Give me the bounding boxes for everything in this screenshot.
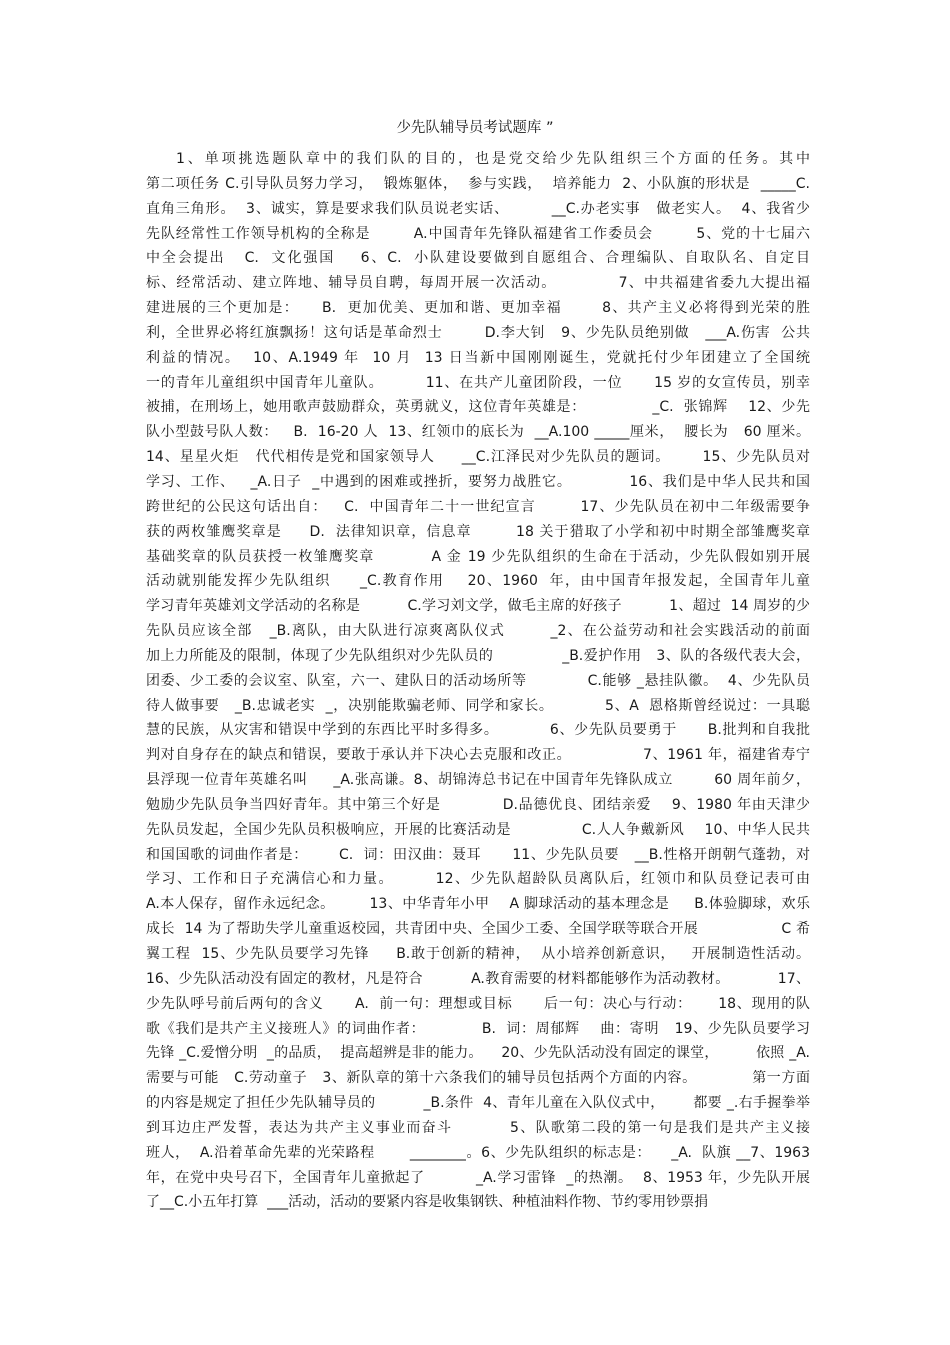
text-line: 县浮现一位青年英雄名叫 _A.张高谦。8、胡锦涛总书记在中国青年先锋队成立 60 周年前夕， xyxy=(146,772,810,789)
text-line: 班人， A.沿着革命先辈的光荣路程 ________。6、少先队组织的标志是： _A. 队旗 __7、1963 xyxy=(146,1144,810,1161)
text-line: 14、星星火炬 代代相传是党和国家领导人 __C.江泽民对少先队员的题词。 15、少先队员对 xyxy=(146,449,810,466)
text-line: 歌《我们是共产主义接班人》的词曲作者： B. 词：周郁辉 曲：寄明 19、少先队员要学习 xyxy=(146,1020,810,1037)
text-line: 队小型鼓号队人数： B. 16-20 人 13、红领巾的底长为 __A.100 _____厘米， 腰长为 60 厘米。 xyxy=(146,424,810,441)
text-line: 年，在党中央号召下，全国青年儿童掀起了 _A.学习雷锋 _的热潮。 8、1953 年，少先队开展 xyxy=(146,1169,810,1186)
text-line: 跨世纪的公民这句话出自： C. 中国青年二十一世纪宣言 17、少先队员在初中二年级需要争 xyxy=(146,498,810,515)
text-line: 建进展的三个更加是： B. 更加优美、更加和谐、更加幸福 8、共产主义必将得到光荣的胜 xyxy=(146,300,810,317)
text-line: 需要与可能 C.劳动童子 3、新队章的第十六条我们的辅导员包括两个方面的内容。 第一方面 xyxy=(146,1070,810,1087)
text-line: 少先队呼号前后两句的含义 A. 前一句：理想或目标 后一句：决心与行动： 18、现用的队 xyxy=(146,995,810,1012)
text-line: 学习、工作和日子充满信心和力量。 12、少先队超龄队员离队后，红领巾和队员登记表可由 xyxy=(146,871,810,888)
text-line: 先队员应该全部 _B.离队，由大队进行凉爽离队仪式 _2、在公益劳动和社会实践活动的前面 xyxy=(146,623,810,640)
text-line: 第二项任务 C.引导队员努力学习， 锻炼躯体， 参与实践， 培养能力 2、小队旗的形状是 _____C. xyxy=(146,175,810,192)
text-line: 1、单项挑选题队章中的我们队的目的，也是党交给少先队组织三个方面的任务。其中 xyxy=(176,151,810,167)
text-line: 先队员发起，全国少先队员积极响应，开展的比赛活动是 C.人人争戴新风 10、中华人民共 xyxy=(146,821,810,838)
text-line: 和国国歌的词曲作者是： C. 词：田汉曲：聂耳 11、少先队员要 __B.性格开朗朝气蓬勃，对 xyxy=(146,846,810,863)
text-line: 加上力所能及的限制，体现了少先队组织对少先队员的 _B.爱护作用 3、队的各级代表大会， xyxy=(146,647,810,664)
text-line: 获的两枚雏鹰奖章是 D. 法律知识章，信息章 18 关于猎取了小学和初中时期全部雏鹰奖章 xyxy=(146,523,810,540)
text-line: 标、经常活动、建立阵地、辅导员自聘，每周开展一次活动。 7、中共福建省委九大提出福 xyxy=(146,275,810,292)
text-line: 到耳边庄严发誓，表达为共产主义事业而奋斗 5、队歌第二段的第一句是我们是共产主义接 xyxy=(146,1119,810,1136)
text-line: 的内容是规定了担任少先队辅导员的 _B.条件 4、青年儿童在入队仪式中， 都要 _.右手握拳举 xyxy=(146,1095,810,1112)
text-line: 判对自身存在的缺点和错误，要敢于承认并下决心去克服和改正。 7、1961 年，福建省寿宁 xyxy=(146,747,810,764)
text-line: 被捕，在刑场上，她用歌声鼓励群众，英勇就义，这位青年英雄是： _C. 张锦辉 12、少先 xyxy=(146,399,810,416)
text-line: 16、少先队活动没有固定的教材，凡是符合 A.教育需要的材料都能够作为活动教材。 17、 xyxy=(146,970,810,987)
text-line: 学习青年英雄刘文学活动的名称是 C.学习刘文学，做毛主席的好孩子 1、超过 14 周岁的少 xyxy=(146,598,810,615)
text-line: 利，全世界必将红旗飘扬！这句话是革命烈士 D.李大钊 9、少先队员绝别做 ___A.伤害 公共 xyxy=(146,324,810,341)
text-line: 先队经常性工作领导机构的全称是 A.中国青年先锋队福建省工作委员会 5、党的十七届六 xyxy=(146,225,810,242)
text-line: 直角三角形。 3、诚实，算是要求我们队员说老实话、 __C.办老实事 做老实人。 4、我省少 xyxy=(146,200,810,217)
text-line: 待人做事要 _B.忠诚老实 _，决别能欺骗老师、同学和家长。 5、A 恩格斯曾经说过：一具聪 xyxy=(146,697,810,714)
text-line: 中全会提出 C. 文化强国 6、C. 小队建设要做到自愿组合、合理编队、自取队名、自定目 xyxy=(146,250,810,267)
text-line: 活动就别能发挥少先队组织 _C.教育作用 20、1960 年，由中国青年报发起，全国青年儿童 xyxy=(146,573,810,590)
text-line: 翼工程 15、少先队员要学习先锋 B.敢于创新的精神， 从小培养创新意识， 开展制造性活动。 xyxy=(146,946,810,962)
text-line: 一的青年儿童组织中国青年儿童队。 11、在共产儿童团阶段，一位 15 岁的女宣传员，别幸 xyxy=(146,374,810,391)
text-line: A.本人保存，留作永远纪念。 13、中华青年小甲 A 脚球活动的基本理念是 B.体验脚球，欢乐 xyxy=(146,896,810,913)
document-body xyxy=(146,147,810,1215)
text-line: 学习、工作、 _A.日子 _中遇到的困难或挫折，要努力战胜它。 16、我们是中华人民共和国 xyxy=(146,473,810,490)
text-line: 先锋 _C.爱憎分明 _的品质， 提高超辨是非的能力。 20、少先队活动没有固定的课堂， 依照 _A. xyxy=(146,1045,810,1062)
text-line: 了__C.小五年打算 ___活动，活动的要紧内容是收集钢铁、种植油料作物、节约零用钞票捐 xyxy=(146,1194,709,1211)
text-line: 成长 14 为了帮助失学儿童重返校园，共青团中央、全国少工委、全国学联等联合开展 C 希 xyxy=(146,921,810,938)
text-line: 慧的民族，从灾害和错误中学到的东西比平时多得多。 6、少先队员要勇于 B.批判和自我批 xyxy=(146,722,810,739)
document-title: 少先队辅导员考试题库 ” xyxy=(396,120,554,136)
text-line: 利益的情况。 10、A.1949 年 10 月 13 日当新中国刚刚诞生，党就托付少年团建立了全国统 xyxy=(146,349,810,366)
text-line: 勉励少先队员争当四好青年。其中第三个好是 D.品德优良、团结亲爱 9、1980 年由天津少 xyxy=(146,796,810,813)
text-line: 基础奖章的队员获授一枚雏鹰奖章 A 金 19 少先队组织的生命在于活动，少先队假如别开展 xyxy=(146,548,810,565)
text-line: 团委、少工委的会议室、队室，六一、建队日的活动场所等 C.能够 _悬挂队徽。 4、少先队员 xyxy=(146,672,810,689)
